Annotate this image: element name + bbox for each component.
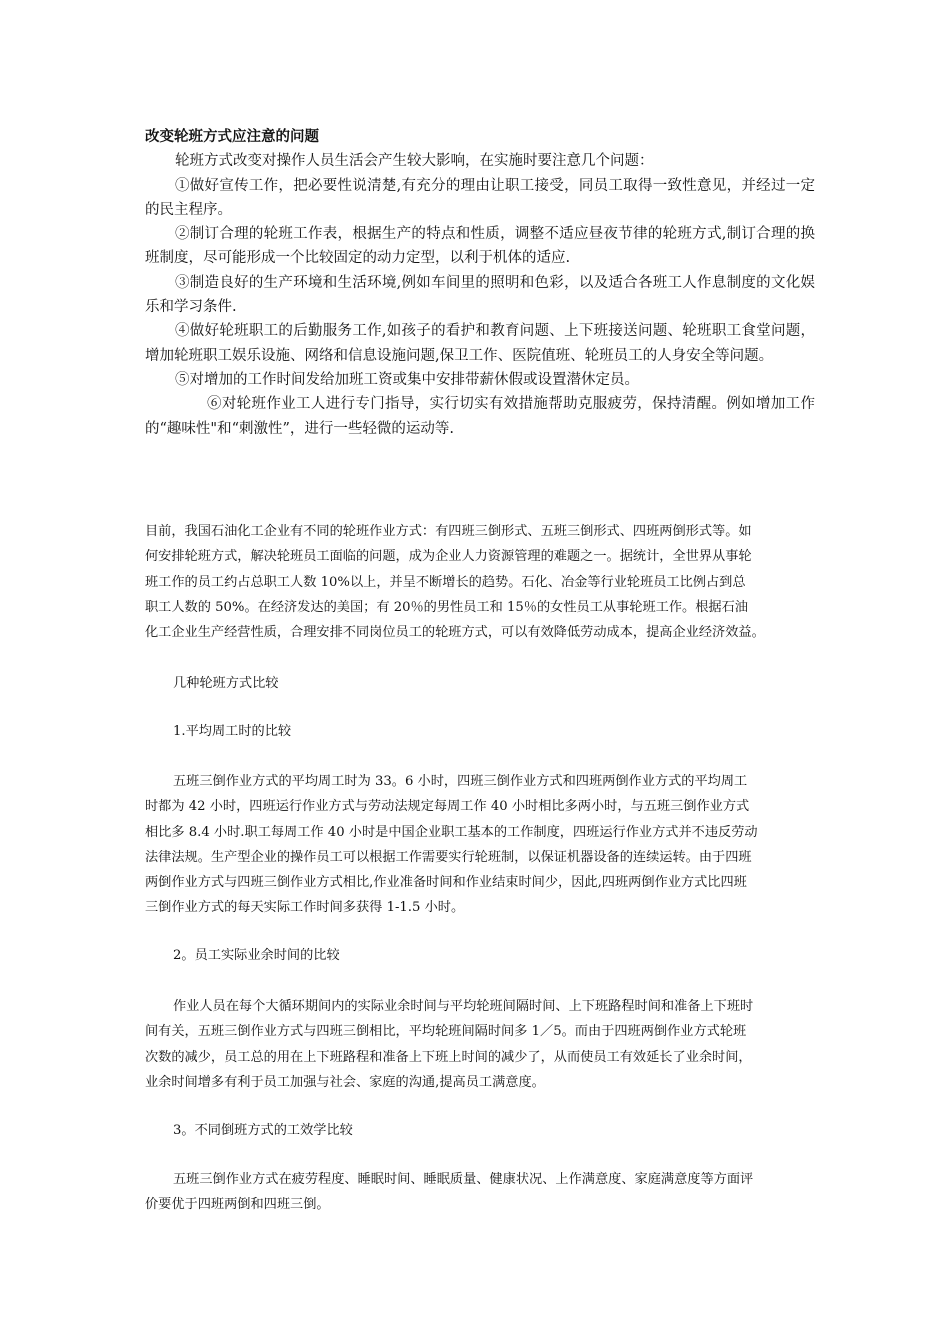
text-line: 相比多 8.4 小时.职工每周工作 40 小时是中国企业职工基本的工作制度，四班运行作业方式并不违反劳动	[145, 824, 758, 840]
intro-paragraph-oil-industry	[145, 519, 825, 645]
text-line: 五班三倒作业方式的平均周工时为 33。6 小时，四班三倒作业方式和四班两倒作业方式的平均周工	[173, 774, 748, 789]
text-line: 次数的减少，员工总的用在上下班路程和准备上下班上时间的减少了，从而使员工有效延长了业余时间，	[145, 1049, 752, 1065]
item-paragraph-2: ②制订合理的轮班工作表，根据生产的特点和性质，调整不适应昼夜节律的轮班方式,制订合理的换班制度，尽可能形成一个比较固定的动力定型，以利于机体的适应.	[145, 226, 815, 267]
heading-ergonomics: 3。不同倒班方式的工效学比较	[173, 1123, 353, 1138]
text-line: 职工人数的 50%。在经济发达的美国；有 20％的男性员工和 15％的女性员工从事轮班工作。根据石油	[145, 599, 748, 615]
text-line: 业余时间增多有利于员工加强与社会、家庭的沟通,提高员工满意度。	[145, 1074, 545, 1090]
intro-paragraph: 轮班方式改变对操作人员生活会产生较大影响，在实施时要注意几个问题：	[175, 153, 654, 170]
text-line: 班工作的员工约占总职工人数 10%以上，并呈不断增长的趋势。石化、冶金等行业轮班员工比例占到总	[145, 574, 746, 590]
section-title: 改变轮班方式应注意的问题	[145, 128, 319, 145]
text-line: 价要优于四班两倒和四班三倒。	[145, 1197, 330, 1213]
text-line: 法律法规。生产型企业的操作员工可以根据工作需要实行轮班制，以保证机器设备的连续运转。由于四班	[145, 849, 752, 865]
heading-spare-time: 2。员工实际业余时间的比较	[173, 948, 340, 963]
text-line: 五班三倒作业方式在疲劳程度、睡眠时间、睡眠质量、健康状况、上作满意度、家庭满意度等方面评	[173, 1172, 754, 1187]
heading-weekly-hours: 1.平均周工时的比较	[173, 724, 292, 739]
item-paragraph-5: ⑤对增加的工作时间发给加班工资或集中安排带薪休假或设置潜休定员。	[175, 371, 639, 388]
section-change-shift	[145, 125, 815, 441]
paragraph-weekly-hours	[145, 769, 825, 921]
text-line: 时都为 42 小时，四班运行作业方式与劳动法规定每周工作 40 小时相比多两小时，与五班三倒作业方式	[145, 799, 750, 815]
item-paragraph-1: ①做好宣传工作，把必要性说清楚,有充分的理由让职工接受，同员工取得一致性意见，并经过一定的民主程序。	[145, 177, 815, 218]
heading-comparison: 几种轮班方式比较	[173, 676, 279, 691]
text-line: 三倒作业方式的每天实际工作时间多获得 1-1.5 小时。	[145, 900, 465, 916]
text-line: 目前，我国石油化工企业有不同的轮班作业方式：有四班三倒形式、五班三倒形式、四班两倒形式等。如	[145, 524, 752, 539]
text-line: 何安排轮班方式，解决轮班员工面临的问题，成为企业人力资源管理的难题之一。据统计，全世界从事轮	[145, 549, 752, 565]
item-paragraph-6: ⑥对轮班作业工人进行专门指导，实行切实有效措施帮助克服疲劳，保持清醒。例如增加工作的“趣味性"和“刺激性”，进行一些轻微的运动等.	[145, 396, 815, 437]
text-line: 作业人员在每个大循环期间内的实际业余时间与平均轮班间隔时间、上下班路程时间和准备上下班时	[173, 999, 754, 1014]
paragraph-spare-time	[145, 994, 825, 1095]
text-line: 间有关，五班三倒作业方式与四班三倒相比，平均轮班间隔时间多 1／5。而由于四班两倒作业方式轮班	[145, 1024, 747, 1040]
paragraph-ergonomics	[145, 1167, 825, 1218]
item-paragraph-3: ③制造良好的生产环境和生活环境,例如车间里的照明和色彩，以及适合各班工人作息制度的文化娱乐和学习条件.	[145, 274, 815, 316]
text-line: 两倒作业方式与四班三倒作业方式相比,作业准备时间和作业结束时间少，因此,四班两倒作业方式比四班	[145, 875, 747, 891]
item-paragraph-4: ④做好轮班职工的后勤服务工作,如孩子的看护和教育问题、上下班接送问题、轮班职工食堂问题，增加轮班职工娱乐设施、网络和信息设施问题,保卫工作、医院值班、轮班员工的人身安全等问题。	[145, 323, 815, 364]
text-line: 化工企业生产经营性质，合理安排不同岗位员工的轮班方式，可以有效降低劳动成本，提高企业经济效益。	[145, 625, 765, 641]
